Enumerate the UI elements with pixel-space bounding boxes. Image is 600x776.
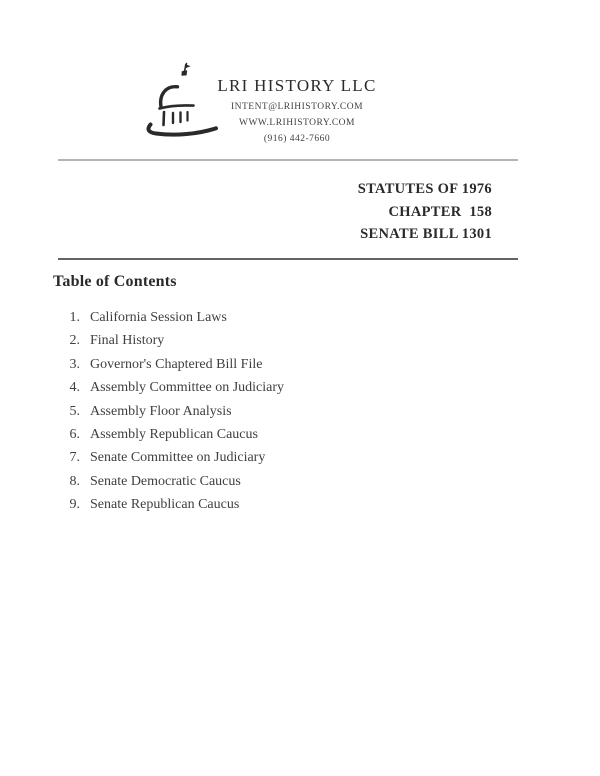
toc-item	[53, 353, 473, 376]
toc-item-label: Assembly Committee on Judiciary	[90, 380, 285, 396]
toc-item-number: 5.	[69, 403, 80, 419]
toc-item	[53, 493, 473, 516]
chapter-line: CHAPTER 158	[388, 203, 492, 220]
statute-reference-block	[358, 178, 492, 246]
toc-item-number: 2.	[69, 333, 80, 349]
toc-item-label: Senate Republican Caucus	[90, 497, 240, 513]
toc-item-number: 1.	[69, 310, 80, 325]
toc-heading: Table of Contents	[53, 273, 177, 290]
company-name: LRI HISTORY LLC	[217, 76, 377, 95]
toc-item	[53, 470, 473, 493]
toc-item-label: Assembly Republican Caucus	[90, 427, 258, 443]
toc-item	[53, 400, 473, 423]
company-email: INTENT@LRIHISTORY.COM	[230, 102, 364, 112]
company-contact-block	[157, 99, 437, 147]
toc-item-label: Governor's Chaptered Bill File	[90, 356, 263, 372]
toc-item-label: Final History	[90, 333, 165, 349]
toc-item-label: California Session Laws	[90, 310, 227, 325]
toc-list	[53, 306, 473, 517]
toc-item	[53, 376, 473, 399]
toc-item	[53, 329, 473, 352]
toc-item-number: 3.	[69, 356, 80, 372]
toc-item	[53, 306, 473, 329]
letterhead	[157, 76, 437, 147]
toc-item-number: 8.	[69, 473, 80, 489]
toc-item-label: Senate Committee on Judiciary	[90, 450, 266, 466]
toc-item	[53, 423, 473, 446]
company-website: WWW.LRIHISTORY.COM	[239, 118, 355, 128]
statutes-year-line: STATUTES OF 1976	[357, 181, 492, 197]
reference-divider	[58, 258, 518, 260]
company-phone: (916) 442-7660	[263, 134, 331, 144]
toc-item-number: 6.	[69, 427, 80, 443]
header-divider	[58, 159, 518, 161]
toc-item	[53, 446, 473, 469]
toc-item-label: Assembly Floor Analysis	[90, 403, 232, 419]
toc-item-number: 7.	[69, 450, 80, 466]
toc-item-number: 9.	[69, 497, 80, 513]
toc-item-number: 4.	[69, 380, 80, 396]
senate-bill-line: SENATE BILL 1301	[360, 226, 492, 243]
toc-item-label: Senate Democratic Caucus	[90, 473, 241, 489]
